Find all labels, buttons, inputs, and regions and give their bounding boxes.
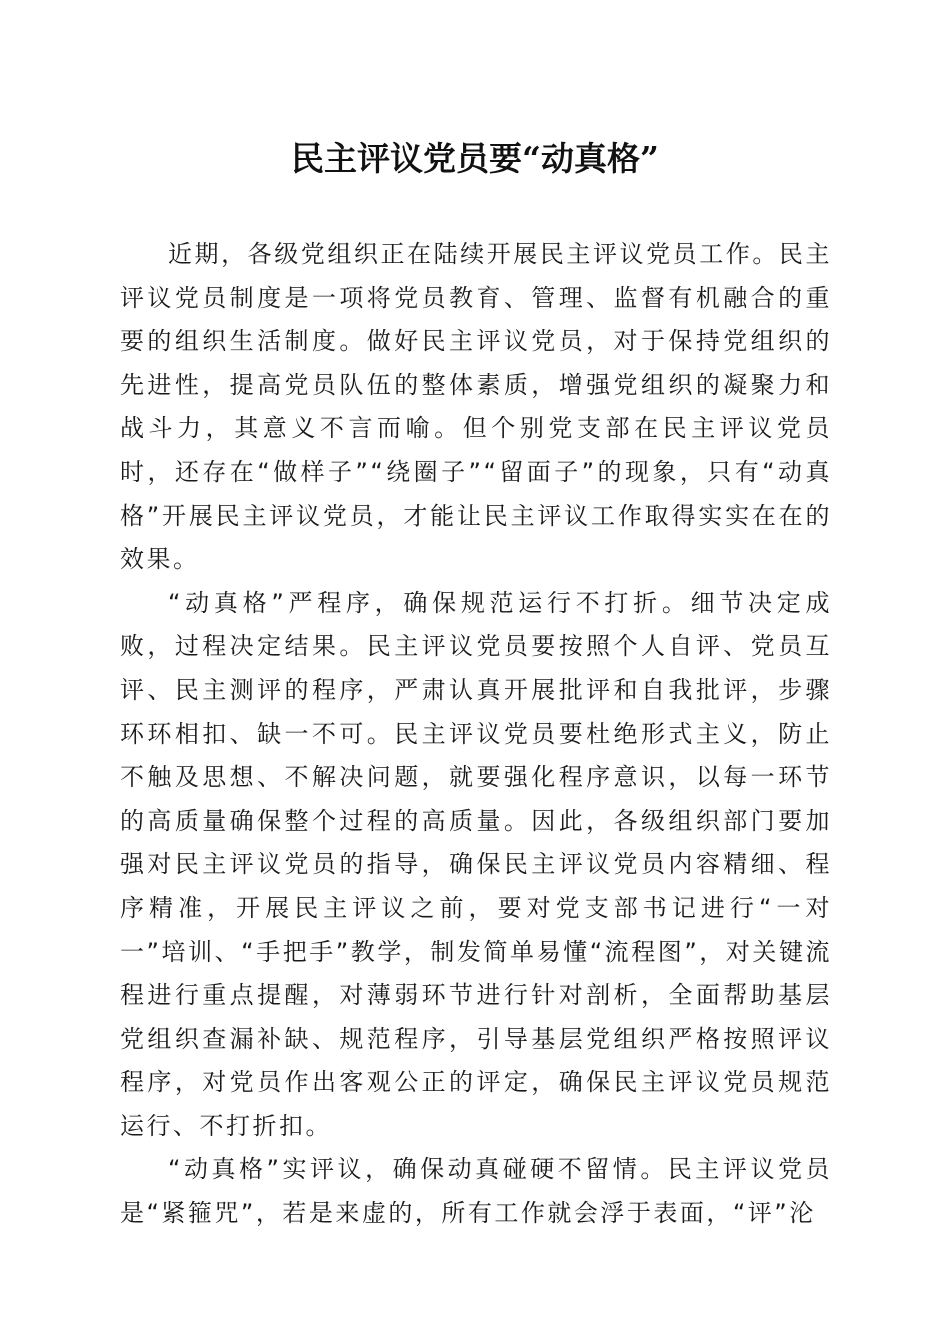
document-title: 民主评议党员要“动真格”	[291, 139, 659, 178]
paragraph-procedure: “动真格”严程序，确保规范运行不打折。细节决定成败，过程决定结果。民主评议党员要按照个人自评、党员互评、民主测评的程序，严肃认真开展批评和自我批评，步骤环环相扣、缺一不可。民主评议党员要杜绝形式主义，防止不触及思想、不解决问题，就要强化程序意识，以每一环节的高质量确保整个过程的高质量。因此，各级组织部门要加强对民主评议党员的指导，确保民主评议党员内容精细、程序精准，开展民主评议之前，要对党支部书记进行“一对一”培训、“手把手”教学，制发简单易懂“流程图”，对关键流程进行重点提醒，对薄弱环节进行针对剖析，全面帮助基层党组织查漏补缺、规范程序，引导基层党组织严格按照评议程序，对党员作出客观公正的评定，确保民主评议党员规范运行、不打折扣。	[120, 588, 832, 1140]
paragraph-evaluation: “动真格”实评议，确保动真碰硬不留情。民主评议党员是“紧箍咒”，若是来虚的，所有工作就会浮于表面，“评”沦	[120, 1155, 832, 1228]
document-body	[120, 233, 832, 1236]
paragraph-intro: 近期，各级党组织正在陆续开展民主评议党员工作。民主评议党员制度是一项将党员教育、管理、监督有机融合的重要的组织生活制度。做好民主评议党员，对于保持党组织的先进性，提高党员队伍的整体素质，增强党组织的凝聚力和战斗力，其意义不言而喻。但个别党支部在民主评议党员时，还存在“做样子”“绕圈子”“留面子”的现象，只有“动真格”开展民主评议党员，才能让民主评议工作取得实实在在的效果。	[120, 240, 832, 574]
